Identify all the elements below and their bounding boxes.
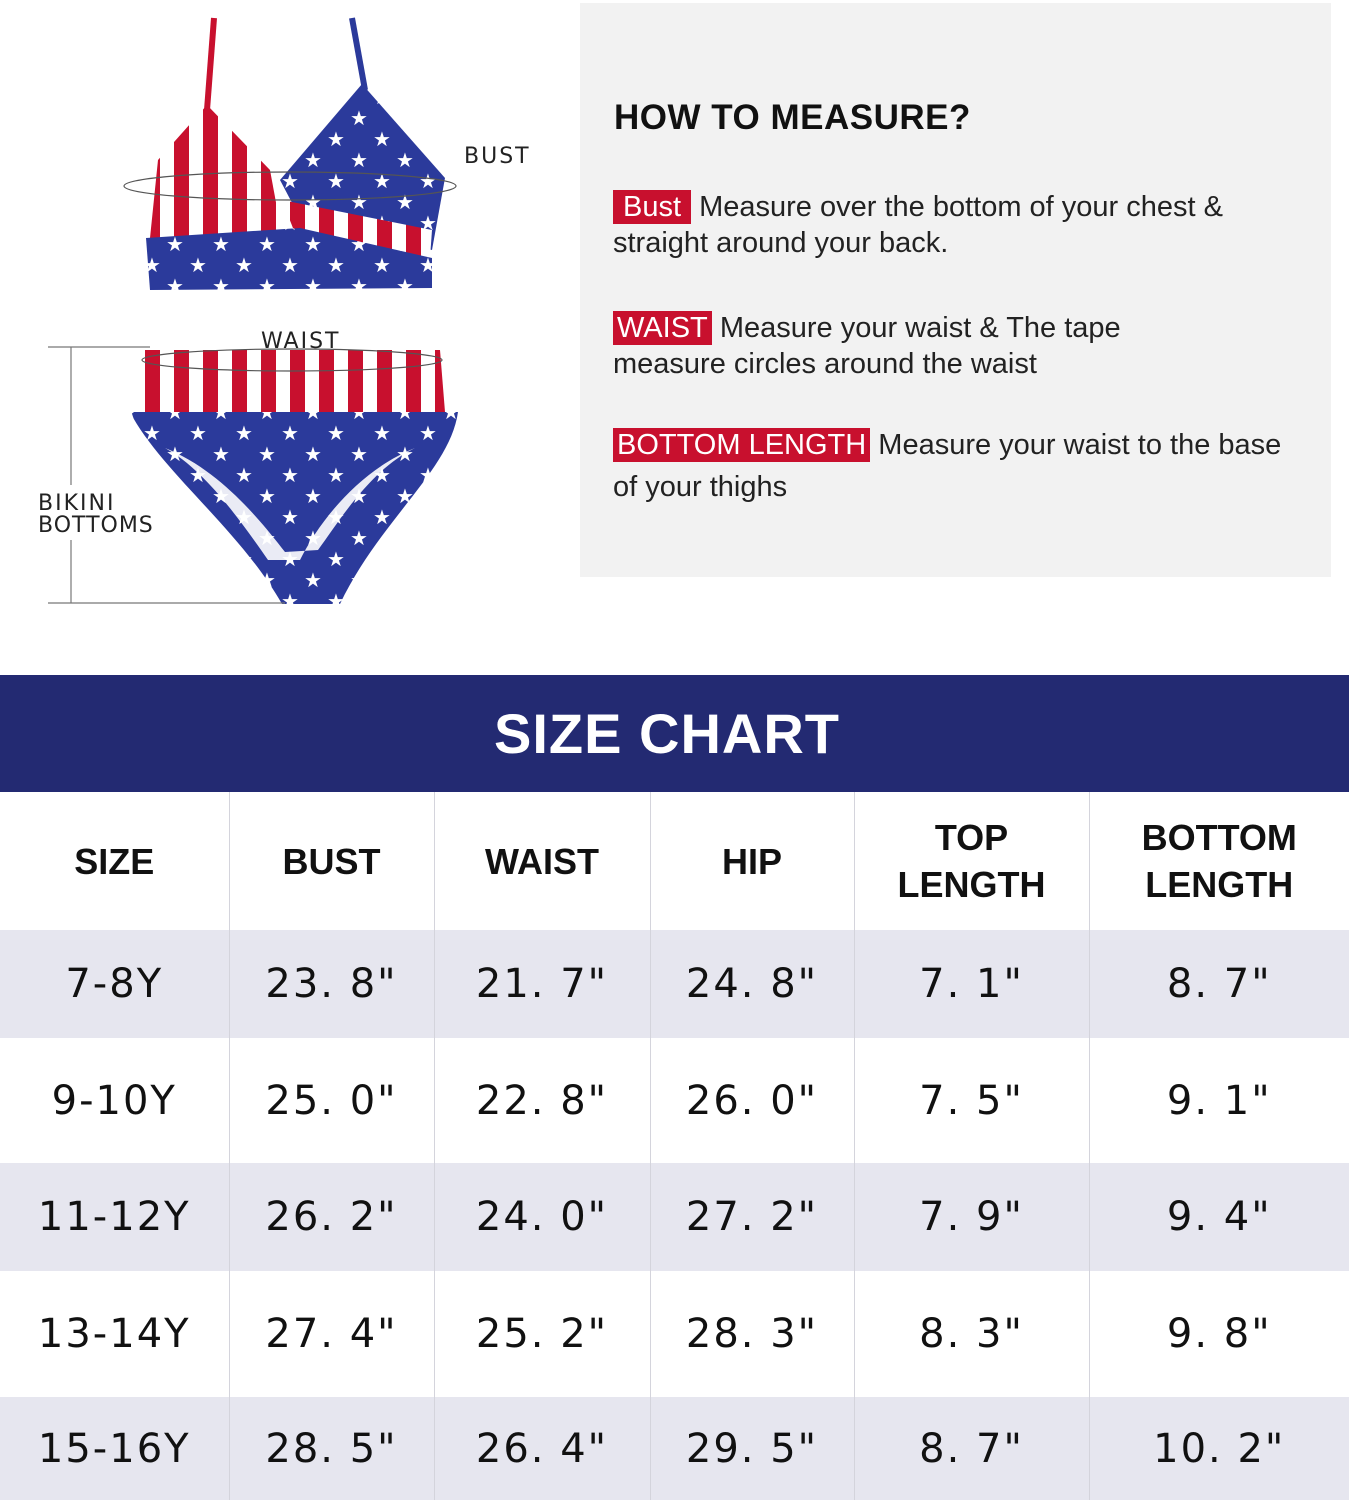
waist-cell: 26. 4" (434, 1397, 650, 1500)
header-bust: BUST (229, 792, 434, 930)
bust-cell: 23. 8" (229, 930, 434, 1038)
waist-cell: 21. 7" (434, 930, 650, 1038)
bottom-length-instruction: Measure your waist to the base of your thighs (613, 429, 1282, 503)
bust-tag: Bust (613, 190, 691, 224)
bust-cell: 25. 0" (229, 1038, 434, 1163)
waist-cell: 25. 2" (434, 1271, 650, 1397)
bust-cell: 26. 2" (229, 1163, 434, 1271)
waist-instruction: Measure your waist & The tape measure circles around the waist (613, 312, 1121, 380)
top-length-cell: 7. 1" (854, 930, 1089, 1038)
table-row (0, 1038, 1349, 1163)
size-cell: 9-10Y (0, 1038, 229, 1163)
hip-cell: 27. 2" (650, 1163, 854, 1271)
size-chart-banner (0, 675, 1349, 792)
bottom-length-tag: BOTTOM LENGTH (613, 428, 870, 462)
table-row (0, 1271, 1349, 1397)
top-length-cell: 7. 9" (854, 1163, 1089, 1271)
hip-cell: 26. 0" (650, 1038, 854, 1163)
bottom-length-cell: 9. 8" (1166, 1311, 1272, 1357)
bikini-top (124, 18, 456, 290)
size-cell: 15-16Y (0, 1397, 229, 1500)
header-waist: WAIST (434, 792, 650, 930)
bottom-length-cell: 10. 2" (1089, 1397, 1349, 1500)
bikini-illustration (0, 0, 580, 620)
left-strap (207, 18, 214, 110)
bust-cell: 27. 4" (229, 1271, 434, 1397)
size-chart-table (0, 792, 1349, 1500)
hip-cell: 24. 8" (650, 930, 854, 1038)
bust-instruction: Measure over the bottom of your chest & straight around your back. (613, 191, 1223, 259)
bottom-length-cell: 9. 1" (1166, 1077, 1272, 1124)
measure-item-bust (613, 189, 1303, 261)
how-to-measure-panel (580, 3, 1331, 577)
header-size: SIZE (0, 792, 229, 930)
bikini-bottom (130, 349, 458, 604)
top-length-cell: 8. 7" (854, 1397, 1089, 1500)
measure-item-waist (613, 310, 1213, 382)
measure-item-bottom-length (613, 424, 1293, 508)
table-row (0, 1397, 1349, 1500)
bottom-length-cell: 9. 4" (1089, 1163, 1349, 1271)
left-cup (150, 105, 282, 238)
bottoms-diagram-label-line1: BIKINI (38, 491, 116, 516)
bust-diagram-label: BUST (464, 144, 531, 169)
waistband (140, 350, 445, 412)
hip-cell: 29. 5" (650, 1397, 854, 1500)
table-row (0, 1163, 1349, 1271)
table-header-row (0, 792, 1349, 930)
waist-cell: 24. 0" (434, 1163, 650, 1271)
measure-title: HOW TO MEASURE? (614, 98, 971, 137)
right-strap (352, 18, 365, 90)
bust-cell: 28. 5" (229, 1397, 434, 1500)
size-cell: 11-12Y (0, 1163, 229, 1271)
header-hip: HIP (650, 792, 854, 930)
header-top-length: TOP LENGTH (854, 792, 1089, 930)
waist-diagram-label: WAIST (261, 329, 341, 354)
bottoms-diagram-label-line2: BOTTOMS (38, 513, 154, 538)
top-length-cell: 8. 3" (854, 1271, 1089, 1397)
bottom-body (130, 412, 458, 604)
size-cell: 13-14Y (0, 1271, 229, 1397)
hip-cell: 28. 3" (650, 1271, 854, 1397)
table-row (0, 930, 1349, 1038)
header-bottom-length: BOTTOM LENGTH (1089, 792, 1349, 930)
top-length-cell: 7. 5" (854, 1038, 1089, 1163)
size-cell: 7-8Y (0, 930, 229, 1038)
size-chart-title: SIZE CHART (494, 702, 840, 765)
waist-cell: 22. 8" (434, 1038, 650, 1163)
waist-tag: WAIST (613, 311, 712, 345)
bottom-length-cell: 8. 7" (1089, 930, 1349, 1038)
